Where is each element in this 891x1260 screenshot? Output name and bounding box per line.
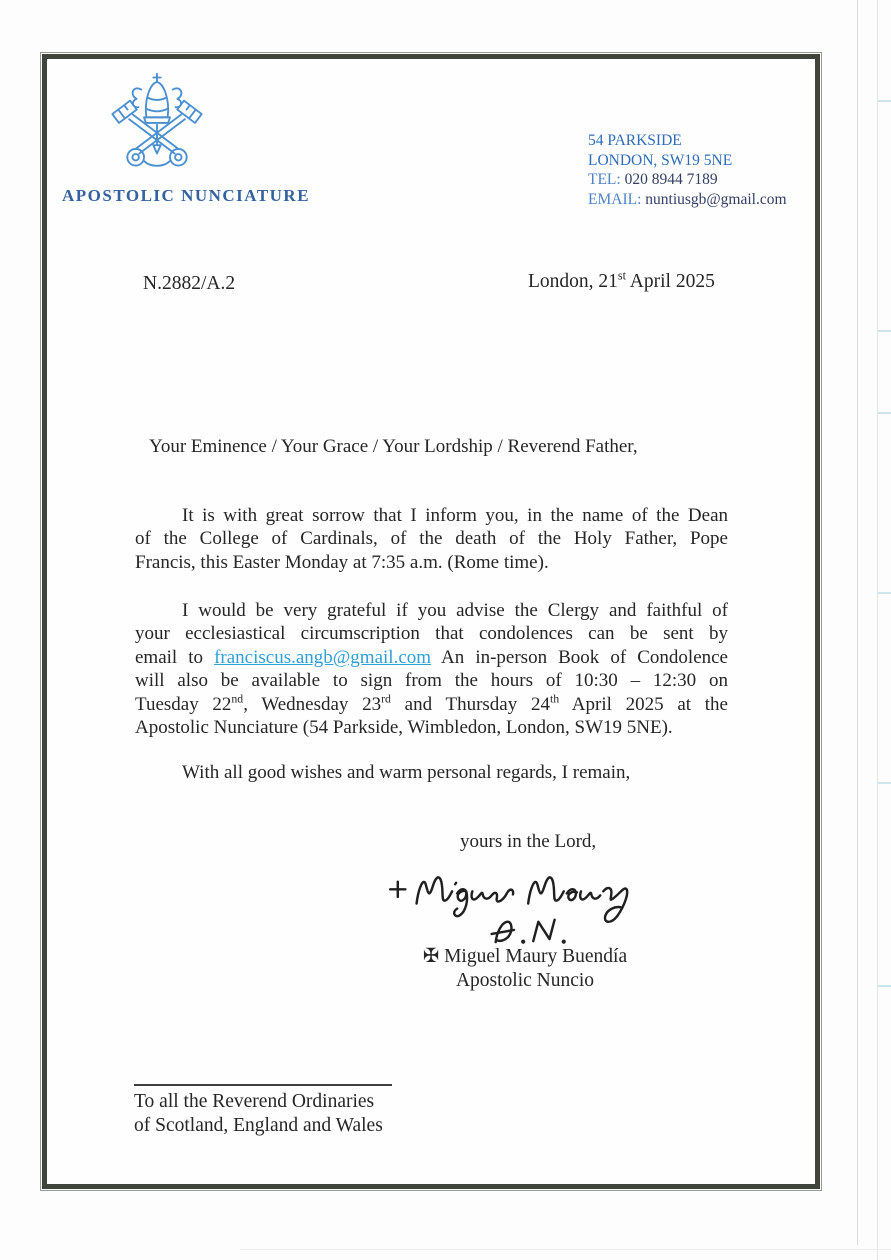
tel-label: TEL:: [588, 171, 621, 189]
text-run: Francis, this Easter Monday at 7:35 a.m. (Rome time).: [135, 551, 549, 573]
signatory-block: [373, 945, 677, 993]
text-run: I would be very grateful if you advise the Clergy and faithful of: [182, 600, 728, 621]
paragraph-condolence-instructions: [135, 599, 728, 739]
addressee-line-2: of Scotland, England and Wales: [134, 1115, 383, 1136]
scan-artifact-tick: [877, 782, 891, 784]
text-line: [135, 551, 728, 574]
text-run: and Thursday 24: [390, 693, 550, 715]
scan-artifact-tick: [877, 985, 891, 987]
text-run: email to: [135, 646, 215, 668]
text-run: Apostolic Nunciature (54 Parkside, Wimbledon, London, SW19 5NE).: [135, 717, 673, 739]
text-run: Tuesday 22: [135, 693, 232, 715]
superscript: st: [617, 268, 626, 283]
signatory-name: ✠ Miguel Maury Buendía: [422, 946, 628, 967]
text-run: An in-person Book of Condolence: [431, 646, 728, 668]
telephone-line: [588, 170, 787, 190]
text-run: of the College of Cardinals, of the death of the Holy Father, Pope: [135, 528, 728, 550]
text-run: London, 21: [528, 271, 618, 292]
papal-crest-icon: [106, 70, 208, 174]
email-line: [588, 190, 787, 210]
address-line-2: LONDON, SW19 5NE: [588, 151, 733, 169]
superscript: rd: [381, 692, 391, 706]
letterhead-email-value: nuntiusgb@gmail.com: [645, 190, 787, 208]
letterhead-address-block: [588, 131, 787, 209]
organization-name: APOSTOLIC NUNCIATURE: [62, 186, 311, 205]
handwritten-signature: [378, 852, 652, 950]
email-link[interactable]: franciscus.angb@gmail.com: [214, 646, 432, 668]
paragraph-death-announcement: [135, 504, 728, 574]
signatory-title: Apostolic Nuncio: [455, 970, 595, 991]
text-run: , Wednesday 23: [243, 693, 382, 715]
salutation: Your Eminence / Your Grace / Your Lordship / Reverend Father,: [149, 436, 638, 457]
text-line: [135, 599, 728, 622]
addressee-rule: [134, 1084, 392, 1086]
text-run: will also be available to sign from the hours of 10:30 – 12:30 on: [135, 670, 728, 692]
scan-artifact-tick: [877, 592, 891, 594]
addressee-block: [134, 1090, 383, 1138]
text-line: [135, 716, 728, 739]
text-run: your ecclesiastical circumscription that condolences can be sent by: [135, 623, 728, 645]
text-line: [135, 693, 728, 716]
text-line: [135, 669, 728, 692]
scan-artifact-tick: [877, 100, 891, 102]
text-line: [135, 622, 728, 645]
scan-artifact-vertical-line: [857, 0, 858, 1245]
text-run: April 2025 at the: [559, 693, 728, 715]
text-line: [135, 527, 728, 550]
reference-number: N.2882/A.2: [143, 273, 236, 294]
superscript: th: [549, 692, 560, 706]
scan-artifact-tick: [877, 330, 891, 332]
scan-artifact-vertical-line: [877, 0, 878, 1260]
tel-value: 020 8944 7189: [624, 171, 718, 189]
text-line: [135, 504, 728, 527]
text-line: [135, 646, 728, 669]
addressee-line-1: To all the Reverend Ordinaries: [134, 1091, 375, 1112]
dateline: [528, 268, 715, 293]
text-run: It is with great sorrow that I inform you, in the name of the Dean: [182, 505, 728, 526]
email-label: EMAIL:: [588, 190, 642, 208]
address-line-1: 54 PARKSIDE: [588, 132, 682, 149]
valediction: yours in the Lord,: [460, 831, 597, 852]
superscript: nd: [231, 692, 244, 706]
text-run: April 2025: [625, 271, 715, 292]
paragraph-closing-remark: With all good wishes and warm personal regards, I remain,: [182, 762, 631, 783]
scan-artifact-tick: [877, 412, 891, 414]
scan-artifact-bottom-line: [240, 1249, 891, 1250]
